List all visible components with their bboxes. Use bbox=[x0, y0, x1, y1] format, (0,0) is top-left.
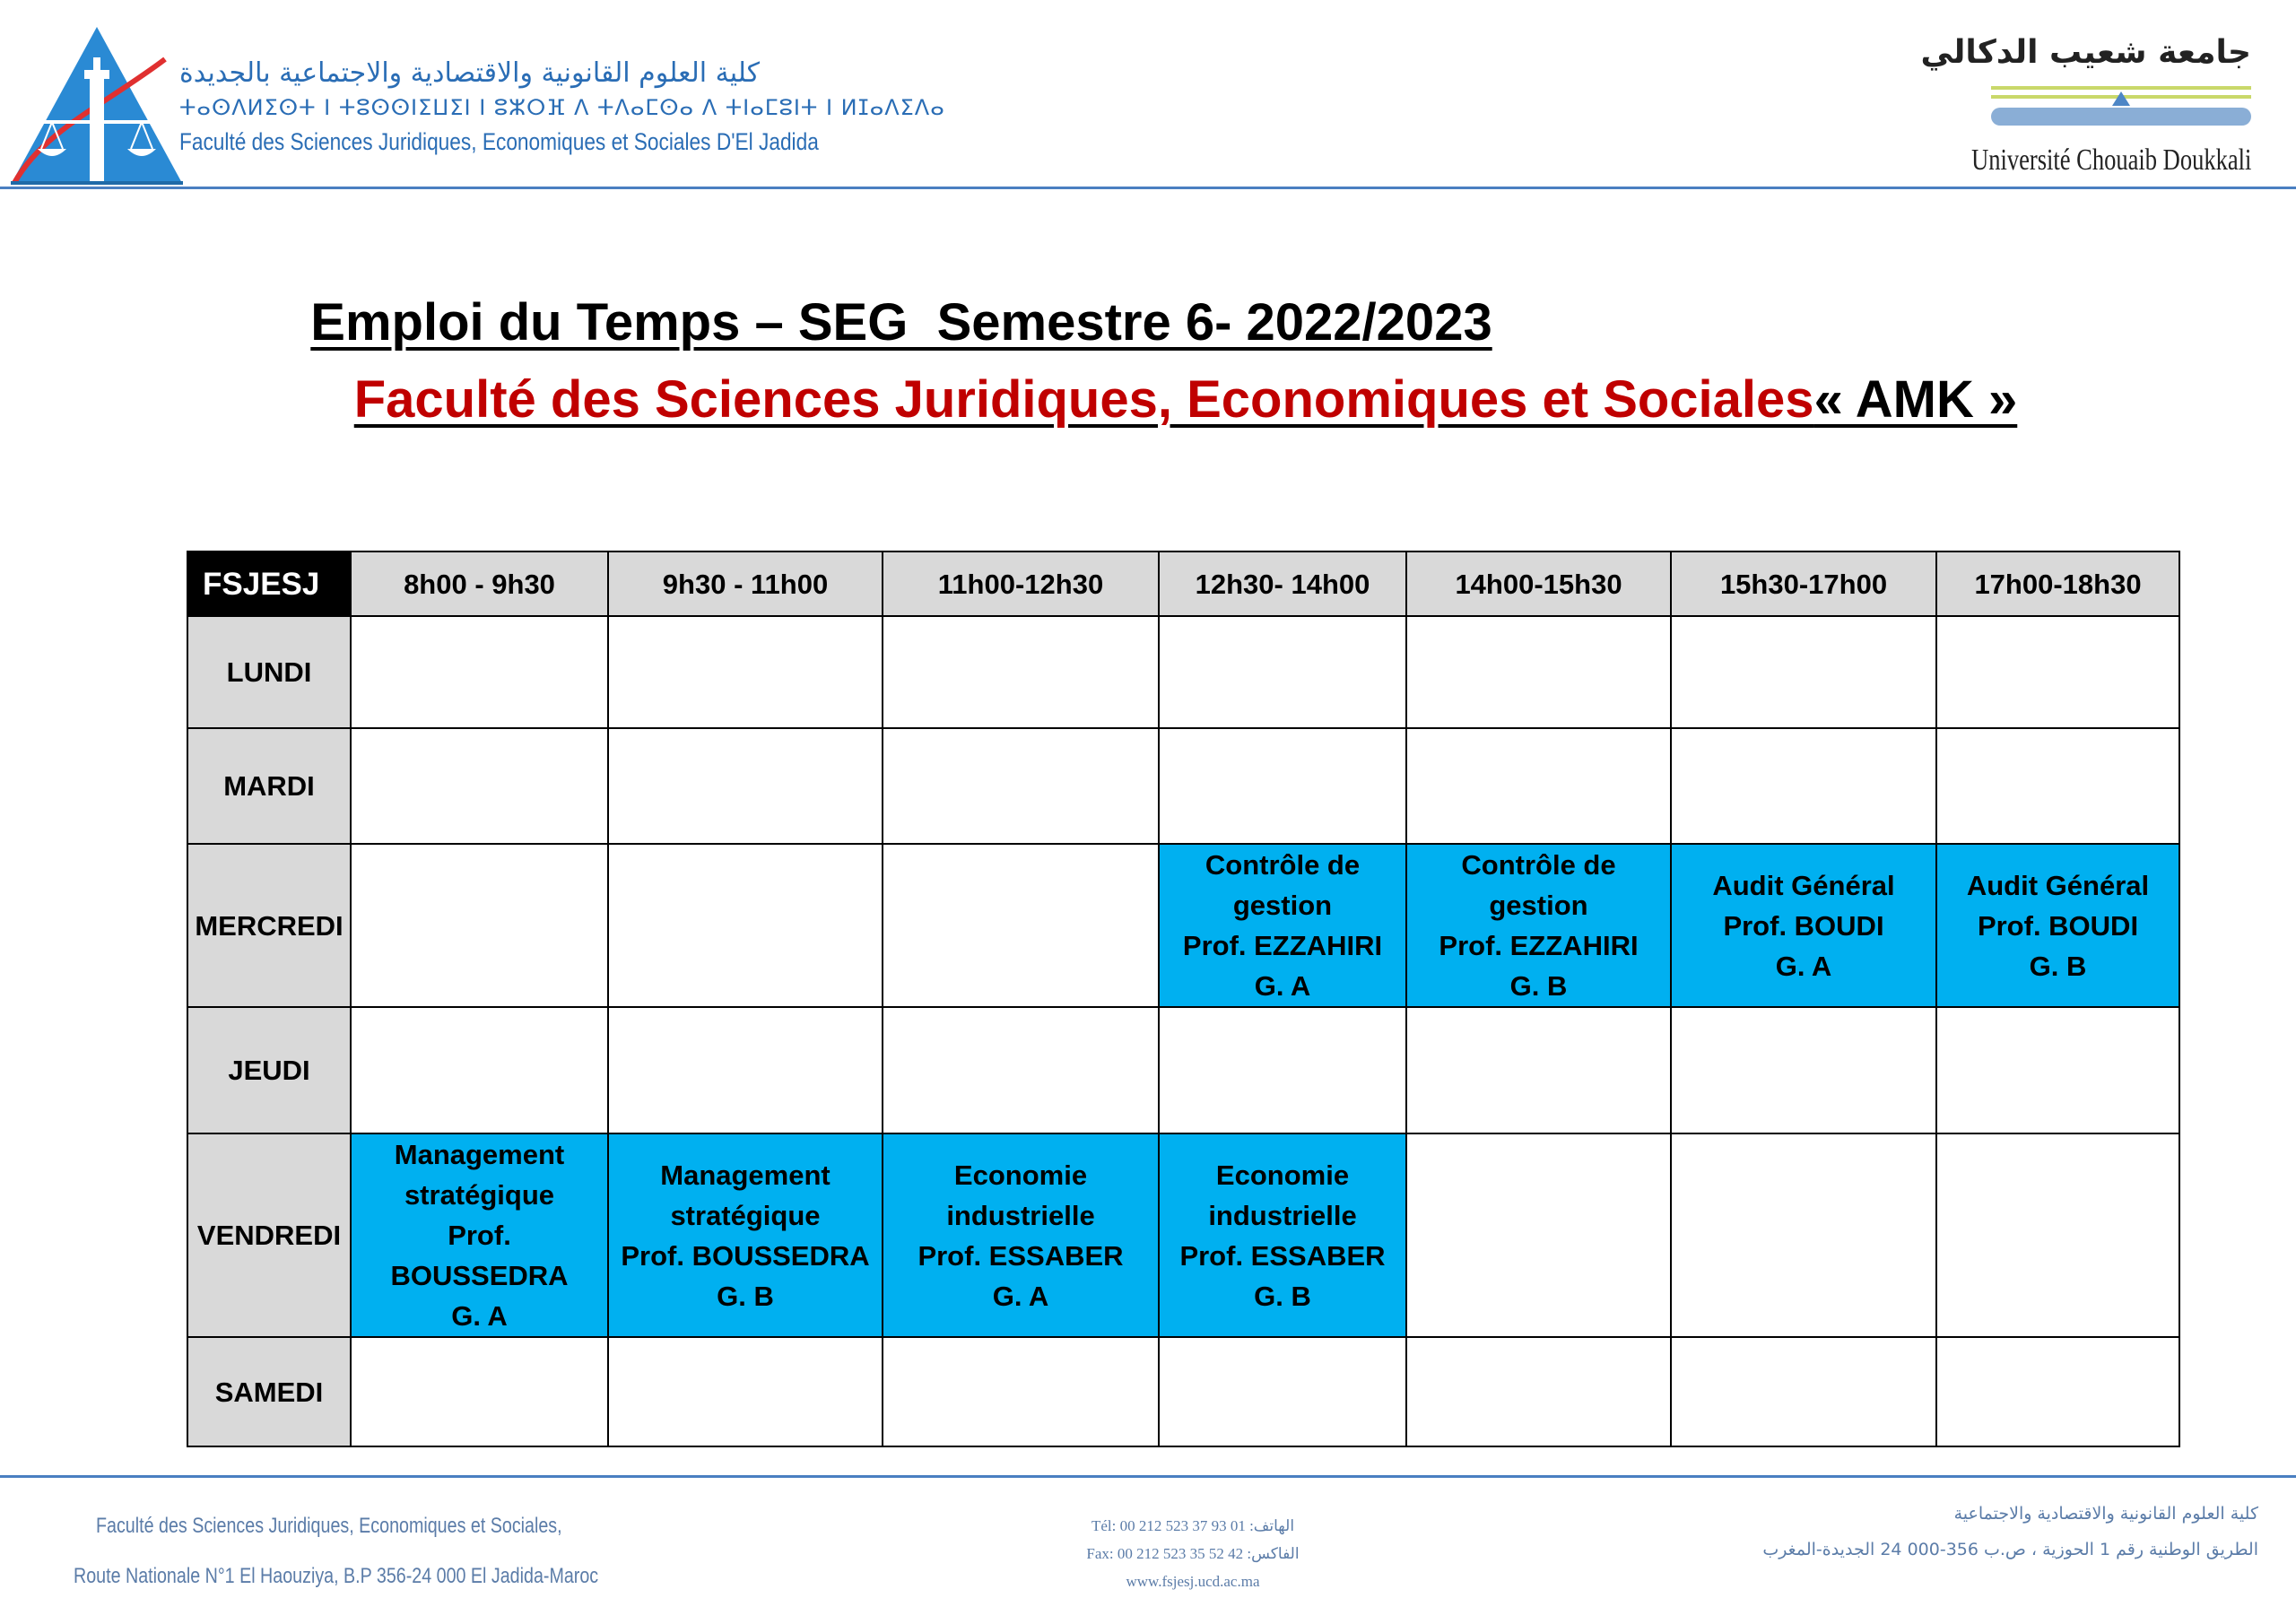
empty-cell bbox=[1671, 728, 1936, 844]
table-corner-label: FSJESJ bbox=[187, 551, 351, 616]
course-line: G. A bbox=[451, 1300, 508, 1332]
empty-cell bbox=[351, 728, 608, 844]
day-label: VENDREDI bbox=[187, 1133, 351, 1337]
course-line: G. B bbox=[1254, 1280, 1311, 1312]
empty-cell bbox=[1671, 1133, 1936, 1337]
empty-cell bbox=[1159, 728, 1406, 844]
empty-cell bbox=[1936, 1337, 2179, 1446]
time-slot-header: 9h30 - 11h00 bbox=[608, 551, 883, 616]
schedule-table bbox=[187, 551, 2180, 1447]
course-cell bbox=[1936, 844, 2179, 1007]
course-line: Management bbox=[394, 1139, 565, 1170]
time-slot-header: 14h00-15h30 bbox=[1406, 551, 1671, 616]
table-row bbox=[187, 1007, 2179, 1133]
course-cell bbox=[1159, 844, 1406, 1007]
table-row bbox=[187, 728, 2179, 844]
table-row bbox=[187, 1133, 2179, 1337]
course-line: G. A bbox=[1254, 970, 1311, 1002]
course-line: G. B bbox=[717, 1280, 774, 1312]
footer-address: Route Nationale N°1 El Haouziya, B.P 356-24 000 El Jadida-Maroc bbox=[74, 1564, 599, 1588]
empty-cell bbox=[1936, 1133, 2179, 1337]
empty-cell bbox=[1406, 616, 1671, 728]
faculty-name-tifinagh: ⵜⴰⵙⴷⵍⵉⵙⵜ ⵏ ⵜⵓⵙⵙⵏⵉⵡⵉⵏ ⵏ ⵓⵣⵔⴼ ⴷ ⵜⴷⴰⵎⵙⴰ ⴷ ⵜⵏⴰⵎⵓⵏⵜ ⵏ ⵍⵊⴰⴷⵉⴷⴰ bbox=[179, 95, 945, 120]
empty-cell bbox=[351, 1007, 608, 1133]
empty-cell bbox=[883, 616, 1159, 728]
page-title: Emploi du Temps – SEG Semestre 6- 2022/2023 bbox=[310, 293, 1492, 352]
course-line: Prof. bbox=[448, 1220, 511, 1251]
empty-cell bbox=[608, 844, 883, 1007]
empty-cell bbox=[1936, 728, 2179, 844]
footer-faculty-name-arabic: كلية العلوم القانونية والاقتصادية والاجتماعية bbox=[1953, 1504, 2258, 1524]
course-line: Audit Général bbox=[1966, 869, 2150, 901]
course-cell bbox=[1671, 844, 1936, 1007]
course-line: Prof. BOUSSEDRA bbox=[621, 1239, 870, 1272]
course-line: stratégique bbox=[670, 1199, 821, 1231]
footer-tel: Tél: 00 212 523 37 93 01 :الهاتف bbox=[1091, 1517, 1295, 1534]
empty-cell bbox=[883, 1337, 1159, 1446]
empty-cell bbox=[1159, 616, 1406, 728]
day-label: JEUDI bbox=[187, 1007, 351, 1133]
empty-cell bbox=[1406, 1337, 1671, 1446]
empty-cell bbox=[883, 728, 1159, 844]
course-line: Prof. ESSABER bbox=[1179, 1239, 1386, 1272]
course-line: Economie bbox=[953, 1159, 1088, 1191]
empty-cell bbox=[608, 728, 883, 844]
table-row bbox=[187, 616, 2179, 728]
empty-cell bbox=[608, 1007, 883, 1133]
course-line: G. B bbox=[2029, 950, 2087, 982]
course-line: Prof. BOUDI bbox=[1723, 909, 1884, 942]
empty-cell bbox=[883, 844, 1159, 1007]
course-line: gestion bbox=[1232, 890, 1333, 921]
course-line: Audit Général bbox=[1712, 869, 1895, 901]
course-line: Contrôle de bbox=[1461, 849, 1616, 881]
course-cell bbox=[1406, 844, 1671, 1007]
subtitle-amk: « AMK » bbox=[1813, 370, 2018, 429]
course-cell bbox=[1159, 1133, 1406, 1337]
footer-faculty-name: Faculté des Sciences Juridiques, Economiques et Sociales, bbox=[96, 1514, 562, 1538]
day-label: MERCREDI bbox=[187, 844, 351, 1007]
empty-cell bbox=[1406, 1007, 1671, 1133]
day-label: LUNDI bbox=[187, 616, 351, 728]
empty-cell bbox=[1936, 616, 2179, 728]
time-slot-header: 15h30-17h00 bbox=[1671, 551, 1936, 616]
course-line: industrielle bbox=[946, 1199, 1095, 1231]
empty-cell bbox=[608, 1337, 883, 1446]
empty-cell bbox=[1671, 616, 1936, 728]
schedule-body bbox=[187, 616, 2179, 1446]
page-subtitle bbox=[0, 369, 2296, 430]
table-row bbox=[187, 1337, 2179, 1446]
footer-website[interactable]: www.fsjesj.ucd.ac.ma bbox=[1126, 1573, 1260, 1590]
empty-cell bbox=[351, 1337, 608, 1446]
course-line: BOUSSEDRA bbox=[390, 1260, 569, 1291]
empty-cell bbox=[1406, 728, 1671, 844]
empty-cell bbox=[1671, 1007, 1936, 1133]
time-slot-header: 12h30- 14h00 bbox=[1159, 551, 1406, 616]
table-row bbox=[187, 844, 2179, 1007]
faculty-name-french: Faculté des Sciences Juridiques, Economiques et Sociales D'El Jadida bbox=[179, 128, 819, 155]
empty-cell bbox=[1159, 1337, 1406, 1446]
faculty-logo bbox=[7, 23, 183, 188]
empty-cell bbox=[351, 616, 608, 728]
empty-cell bbox=[1159, 1007, 1406, 1133]
course-line: industrielle bbox=[1208, 1199, 1357, 1231]
course-line: Prof. EZZAHIRI bbox=[1439, 930, 1639, 961]
course-cell bbox=[608, 1133, 883, 1337]
course-line: G. A bbox=[1775, 950, 1832, 982]
day-label: MARDI bbox=[187, 728, 351, 844]
university-logo bbox=[1920, 34, 2251, 187]
course-line: G. A bbox=[992, 1280, 1049, 1312]
table-header-row bbox=[187, 551, 2179, 616]
footer-contact bbox=[1058, 1512, 1327, 1595]
subtitle-faculty: Faculté des Sciences Juridiques, Economiques et Sociales bbox=[353, 370, 1814, 429]
course-line: Prof. BOUDI bbox=[1977, 909, 2139, 942]
course-line: G. B bbox=[1509, 970, 1568, 1002]
time-slot-header: 11h00-12h30 bbox=[883, 551, 1159, 616]
empty-cell bbox=[883, 1007, 1159, 1133]
footer-address-line-arabic: الطريق الوطنية رقم 1 الحوزية ، ص.ب 356-000 24 الجديدة-المغرب bbox=[1762, 1540, 2258, 1559]
empty-cell bbox=[1671, 1337, 1936, 1446]
course-cell bbox=[351, 1133, 608, 1337]
course-line: Management bbox=[660, 1159, 831, 1191]
course-line: Prof. ESSABER bbox=[918, 1239, 1124, 1272]
footer-fax: Fax: 00 212 523 35 52 42 :الفاكس bbox=[1086, 1545, 1300, 1562]
empty-cell bbox=[1406, 1133, 1671, 1337]
header-divider bbox=[0, 187, 2296, 189]
university-name-arabic: جامعة شعيب الدكالي bbox=[1920, 34, 2251, 71]
time-slot-header: 8h00 - 9h30 bbox=[351, 551, 608, 616]
course-line: stratégique bbox=[404, 1179, 555, 1211]
empty-cell bbox=[351, 844, 608, 1007]
university-emblem-icon bbox=[1991, 83, 2251, 145]
empty-cell bbox=[608, 616, 883, 728]
university-name-french: Université Chouaib Doukkali bbox=[1970, 143, 2251, 177]
course-line: Contrôle de bbox=[1205, 849, 1361, 881]
time-slot-header: 17h00-18h30 bbox=[1936, 551, 2179, 616]
footer-address-arabic bbox=[1631, 1496, 2258, 1568]
course-line: Prof. EZZAHIRI bbox=[1182, 930, 1383, 961]
course-line: Economie bbox=[1215, 1159, 1350, 1191]
empty-cell bbox=[1936, 1007, 2179, 1133]
faculty-name-arabic: كلية العلوم القانونية والاقتصادية والاجتماعية بالجديدة bbox=[179, 57, 760, 89]
faculty-header-text bbox=[179, 56, 945, 160]
day-label: SAMEDI bbox=[187, 1337, 351, 1446]
course-line: gestion bbox=[1489, 890, 1588, 921]
course-cell bbox=[883, 1133, 1159, 1337]
footer-divider bbox=[0, 1475, 2296, 1478]
